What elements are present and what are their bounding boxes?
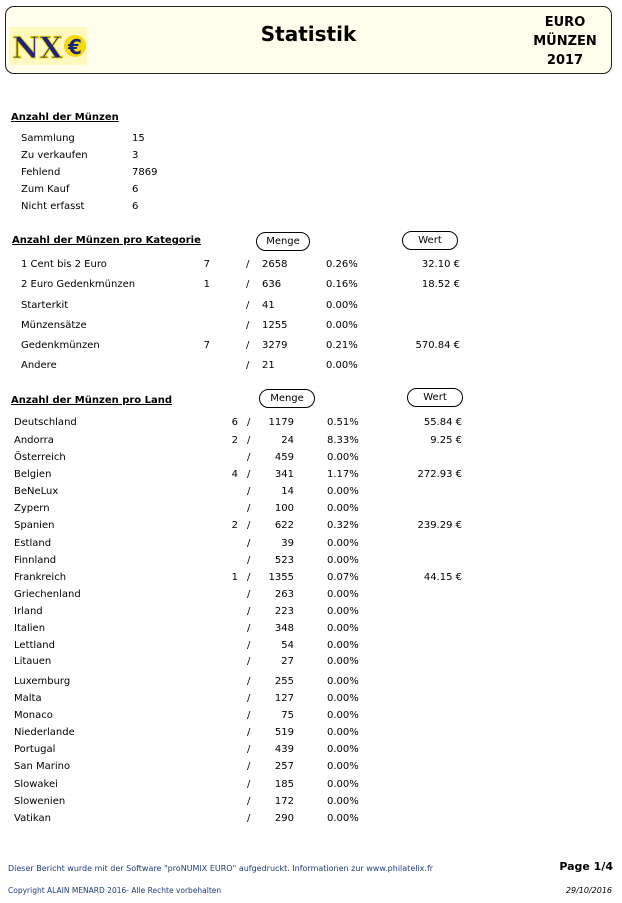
country-row-percent: 0.00% — [327, 640, 359, 651]
country-row-slash: / — [247, 572, 251, 583]
country-row-total: 24 — [281, 435, 294, 446]
brand-line-1: EURO — [544, 15, 586, 30]
country-row-percent: 0.00% — [327, 538, 359, 549]
country-row-percent: 0.00% — [327, 779, 359, 790]
country-row-percent: 0.00% — [327, 796, 359, 807]
category-row-percent: 0.21% — [326, 340, 358, 351]
category-row-percent: 0.00% — [326, 300, 358, 311]
category-row-label: Münzensätze — [21, 320, 87, 331]
country-row-label: Österreich — [14, 452, 66, 463]
country-row-slash: / — [247, 796, 251, 807]
country-row-total: 1179 — [268, 417, 294, 428]
country-row-label: Irland — [14, 606, 43, 617]
country-row-total: 75 — [281, 710, 294, 721]
country-row-slash: / — [247, 589, 251, 600]
country-row-total: 439 — [274, 744, 294, 755]
country-row-value: 44.15 € — [423, 572, 462, 583]
count-row-value: 15 — [132, 133, 145, 144]
country-row-percent: 0.00% — [327, 710, 359, 721]
country-row-percent: 0.00% — [327, 761, 359, 772]
country-row-percent: 0.00% — [327, 555, 359, 566]
country-row-slash: / — [247, 761, 251, 772]
country-row-count: 2 — [231, 520, 238, 531]
country-row-label: Slowakei — [14, 779, 58, 790]
country-row-total: 172 — [274, 796, 294, 807]
country-row-slash: / — [247, 452, 251, 463]
category-row-percent: 0.16% — [326, 279, 358, 290]
country-row-slash: / — [247, 693, 251, 704]
country-row-label: Italien — [14, 623, 46, 634]
country-row-count: 4 — [231, 469, 238, 480]
country-row-total: 185 — [274, 779, 294, 790]
country-row-label: Lettland — [14, 640, 55, 651]
count-row-label: Fehlend — [21, 167, 61, 178]
category-row-total: 21 — [262, 360, 275, 371]
country-row-count: 2 — [231, 435, 238, 446]
country-row-label: BeNeLux — [14, 486, 59, 497]
country-row-slash: / — [247, 813, 251, 824]
country-row-label: Monaco — [14, 710, 53, 721]
country-row-percent: 8.33% — [327, 435, 359, 446]
country-row-percent: 0.00% — [327, 486, 359, 497]
category-row-count: 1 — [203, 279, 210, 290]
country-row-total: 622 — [274, 520, 294, 531]
country-row-label: Litauen — [14, 656, 52, 667]
count-row-label: Nicht erfasst — [21, 201, 85, 212]
report-date: 29/10/2016 — [565, 886, 612, 895]
country-row-total: 14 — [281, 486, 294, 497]
page-title: Statistik — [260, 22, 357, 46]
country-row-label: Andorra — [14, 435, 54, 446]
country-row-total: 100 — [274, 503, 294, 514]
country-row-total: 341 — [274, 469, 294, 480]
count-row-value: 7869 — [132, 167, 158, 178]
category-row-value: 18.52 € — [421, 279, 460, 290]
country-row-total: 127 — [274, 693, 294, 704]
country-row-slash: / — [247, 435, 251, 446]
count-row-label: Sammlung — [21, 133, 75, 144]
country-row-percent: 0.00% — [327, 676, 359, 687]
category-row-label: Gedenkmünzen — [21, 340, 100, 351]
country-row-label: Vatikan — [14, 813, 51, 824]
country-row-label: San Marino — [14, 761, 71, 772]
brand-line-2: MÜNZEN — [533, 34, 597, 49]
country-row-label: Finnland — [14, 555, 57, 566]
country-row-slash: / — [247, 779, 251, 790]
country-row-percent: 0.32% — [327, 520, 359, 531]
category-row-slash: / — [246, 259, 250, 270]
country-row-label: Niederlande — [14, 727, 75, 738]
svg-text:NX: NX — [12, 31, 63, 65]
country-row-label: Portugal — [14, 744, 56, 755]
country-row-percent: 0.00% — [327, 503, 359, 514]
country-row-percent: 0.07% — [327, 572, 359, 583]
country-row-total: 257 — [274, 761, 294, 772]
category-row-slash: / — [246, 340, 250, 351]
country-row-slash: / — [247, 710, 251, 721]
country-row-slash: / — [247, 656, 251, 667]
section-title-count: Anzahl der Münzen — [11, 112, 119, 123]
country-row-count: 6 — [231, 417, 238, 428]
country-row-slash: / — [247, 469, 251, 480]
country-row-percent: 0.00% — [327, 813, 359, 824]
country-row-label: Frankreich — [14, 572, 67, 583]
section-title-category: Anzahl der Münzen pro Kategorie — [12, 235, 201, 246]
country-row-slash: / — [247, 417, 251, 428]
country-row-percent: 1.17% — [327, 469, 359, 480]
country-row-label: Estland — [14, 538, 52, 549]
country-row-percent: 0.00% — [327, 589, 359, 600]
category-row-slash: / — [246, 320, 250, 331]
country-row-percent: 0.00% — [327, 693, 359, 704]
country-row-label: Belgien — [14, 469, 52, 480]
footer-info: Dieser Bericht wurde mit der Software "proNUMIX EURO" aufgedruckt. Informationen zur www.philatelix.fr — [8, 864, 434, 873]
country-row-value: 9.25 € — [430, 435, 462, 446]
country-row-percent: 0.00% — [327, 744, 359, 755]
country-row-total: 1355 — [268, 572, 294, 583]
category-row-label: 1 Cent bis 2 Euro — [21, 259, 107, 270]
category-menge-button[interactable]: Menge — [256, 232, 310, 251]
category-row-value: 570.84 € — [415, 340, 460, 351]
svg-text:€: € — [68, 35, 82, 59]
country-wert-button[interactable]: Wert — [407, 388, 463, 407]
country-row-total: 54 — [281, 640, 294, 651]
country-row-value: 55.84 € — [423, 417, 462, 428]
category-row-count: 7 — [203, 340, 210, 351]
country-row-total: 519 — [274, 727, 294, 738]
country-row-total: 39 — [281, 538, 294, 549]
country-row-percent: 0.00% — [327, 623, 359, 634]
category-row-value: 32.10 € — [421, 259, 460, 270]
brand-line-3: 2017 — [546, 53, 584, 68]
country-row-slash: / — [247, 744, 251, 755]
report-header — [5, 6, 612, 74]
country-row-slash: / — [247, 486, 251, 497]
category-row-label: Andere — [21, 360, 57, 371]
page-number: Page 1/4 — [559, 860, 613, 873]
category-row-slash: / — [246, 300, 250, 311]
country-row-total: 263 — [274, 589, 294, 600]
country-row-slash: / — [247, 555, 251, 566]
country-row-slash: / — [247, 503, 251, 514]
category-row-slash: / — [246, 279, 250, 290]
category-row-percent: 0.00% — [326, 360, 358, 371]
category-wert-button[interactable]: Wert — [402, 231, 458, 250]
country-row-total: 348 — [274, 623, 294, 634]
country-row-label: Spanien — [14, 520, 55, 531]
country-row-total: 255 — [274, 676, 294, 687]
country-row-percent: 0.00% — [327, 606, 359, 617]
category-row-label: 2 Euro Gedenkmünzen — [21, 279, 136, 290]
category-row-total: 2658 — [262, 259, 288, 270]
category-row-total: 1255 — [262, 320, 288, 331]
country-row-slash: / — [247, 640, 251, 651]
country-row-slash: / — [247, 623, 251, 634]
category-row-count: 7 — [203, 259, 210, 270]
category-row-total: 41 — [262, 300, 275, 311]
brand-label — [527, 13, 603, 70]
country-row-slash: / — [247, 676, 251, 687]
count-row-value: 6 — [132, 184, 139, 195]
category-row-slash: / — [246, 360, 250, 371]
category-row-total: 636 — [262, 279, 282, 290]
country-row-value: 239.29 € — [417, 520, 462, 531]
country-row-slash: / — [247, 538, 251, 549]
country-row-label: Griechenland — [14, 589, 81, 600]
country-row-count: 1 — [231, 572, 238, 583]
category-row-percent: 0.00% — [326, 320, 358, 331]
country-menge-button[interactable]: Menge — [259, 389, 315, 408]
count-row-label: Zu verkaufen — [21, 150, 88, 161]
country-row-slash: / — [247, 520, 251, 531]
country-row-label: Zypern — [14, 503, 50, 514]
country-row-total: 459 — [274, 452, 294, 463]
count-row-label: Zum Kauf — [21, 184, 70, 195]
country-row-value: 272.93 € — [417, 469, 462, 480]
count-row-value: 3 — [132, 150, 139, 161]
country-row-slash: / — [247, 606, 251, 617]
country-row-total: 27 — [281, 656, 294, 667]
category-row-label: Starterkit — [21, 300, 69, 311]
country-row-percent: 0.51% — [327, 417, 359, 428]
country-row-total: 223 — [274, 606, 294, 617]
section-title-country: Anzahl der Münzen pro Land — [11, 395, 173, 406]
country-row-percent: 0.00% — [327, 656, 359, 667]
country-row-percent: 0.00% — [327, 452, 359, 463]
country-row-total: 523 — [274, 555, 294, 566]
category-row-percent: 0.26% — [326, 259, 358, 270]
category-row-total: 3279 — [262, 340, 288, 351]
country-row-label: Slowenien — [14, 796, 66, 807]
footer-copyright: Copyright ALAIN MENARD 2016- Alle Rechte vorbehalten — [8, 886, 222, 895]
country-row-label: Deutschland — [14, 417, 77, 428]
country-row-percent: 0.00% — [327, 727, 359, 738]
count-row-value: 6 — [132, 201, 139, 212]
country-row-label: Malta — [14, 693, 42, 704]
country-row-label: Luxemburg — [14, 676, 71, 687]
country-row-total: 290 — [274, 813, 294, 824]
country-row-slash: / — [247, 727, 251, 738]
